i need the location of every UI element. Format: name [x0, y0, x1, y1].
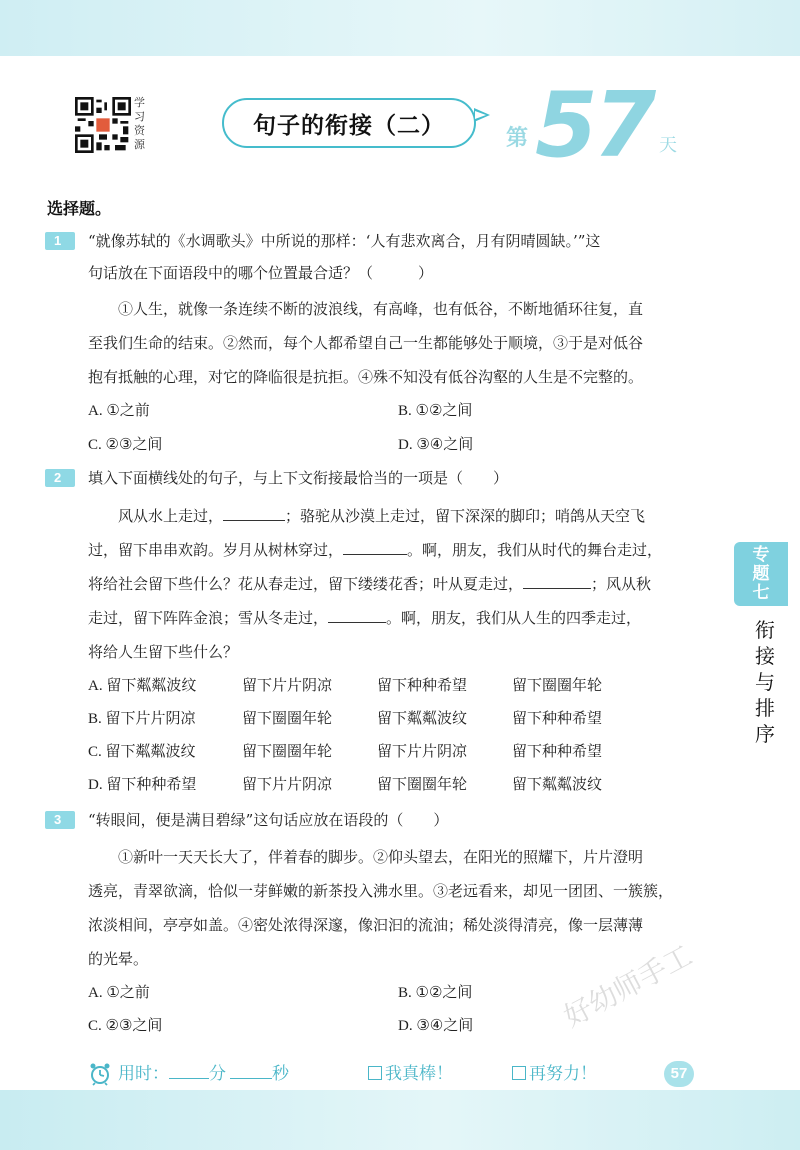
question-3-passage: 浓淡相间，亭亭如盖。④密处浓得深邃，像汩汩的流油；稀处淡得清亮，像一层薄薄: [88, 916, 644, 934]
option-a[interactable]: A. ①之前: [88, 985, 150, 1001]
option-c[interactable]: C. 留下粼粼波纹: [88, 744, 196, 760]
try-again-checkbox[interactable]: [512, 1066, 526, 1080]
topic-tab-label: 专题七: [752, 544, 770, 603]
day-suffix: 天: [659, 135, 677, 156]
section-title: 选择题。: [47, 199, 112, 218]
question-3-passage: 的光晕。: [88, 950, 149, 968]
option-c[interactable]: C. ②③之间: [88, 437, 163, 453]
page-number: 57: [664, 1061, 694, 1087]
question-2-passage: 风从水上走过， ；骆驼从沙漠上走过，留下深深的脚印；哨鸽从天空飞: [118, 507, 646, 525]
day-number: 57: [535, 73, 653, 178]
second-label: 秒: [272, 1064, 289, 1084]
self-check-great[interactable]: 我真棒！: [368, 1061, 453, 1087]
answer-blank[interactable]: [343, 540, 407, 555]
qr-side-label: 学习资源: [134, 96, 145, 151]
minute-input[interactable]: [169, 1061, 209, 1079]
question-number-badge: 3: [45, 811, 75, 829]
question-2-passage: 走过，留下阵阵金浪；雪从冬走过， 。啊，朋友，我们从人生的四季走过，: [88, 609, 642, 627]
question-number-badge: 2: [45, 469, 75, 487]
option-c-item: 留下种种希望: [512, 744, 603, 760]
option-a[interactable]: A. ①之前: [88, 403, 150, 419]
option-a-item: 留下种种希望: [377, 678, 468, 694]
answer-blank[interactable]: [523, 574, 591, 589]
question-1-passage: 至我们生命的结束。②然而，每个人都希望自己一生都能够处于顺境，③于是对低谷: [88, 334, 644, 352]
option-b[interactable]: B. ①②之间: [398, 403, 473, 419]
lesson-title-box: [222, 98, 476, 148]
option-d[interactable]: D. 留下种种希望: [88, 777, 197, 793]
time-label: 用时：: [118, 1064, 169, 1084]
option-c-item: 留下圈圈年轮: [242, 744, 333, 760]
answer-blank[interactable]: [223, 506, 285, 521]
question-2-stem: 填入下面横线处的句子，与上下文衔接最恰当的一项是（ ）: [88, 469, 509, 487]
question-3-passage: ①新叶一天天长大了，伴着春的脚步。②仰头望去，在阳光的照耀下，片片澄明: [118, 848, 644, 866]
topic-tab: [734, 542, 788, 606]
time-record: [118, 1061, 289, 1087]
self-check-try-again[interactable]: 再努力！: [512, 1061, 597, 1087]
option-d[interactable]: D. ③④之间: [398, 1018, 474, 1034]
option-b-item: 留下圈圈年轮: [242, 711, 333, 727]
option-b[interactable]: B. 留下片片阴凉: [88, 711, 196, 727]
question-2-passage: 将给人生留下些什么？: [88, 643, 239, 661]
answer-blank[interactable]: [328, 608, 386, 623]
option-d-item: 留下粼粼波纹: [512, 777, 603, 793]
minute-label: 分: [209, 1064, 226, 1084]
question-2-passage: 将给社会留下些什么？花从春走过，留下缕缕花香；叶从夏走过， ；风从秋: [88, 575, 652, 593]
option-a-item: 留下圈圈年轮: [512, 678, 603, 694]
bottom-decor-band: [0, 1090, 800, 1150]
qr-code: [75, 97, 131, 153]
option-c-item: 留下片片阴凉: [377, 744, 468, 760]
option-b-item: 留下粼粼波纹: [377, 711, 468, 727]
watermark: 好幼师手工: [558, 938, 698, 1034]
alarm-clock-icon: [89, 1062, 111, 1086]
option-d-item: 留下片片阴凉: [242, 777, 333, 793]
option-b-item: 留下种种希望: [512, 711, 603, 727]
option-a-item: 留下片片阴凉: [242, 678, 333, 694]
lesson-title: 句子的衔接（二）: [253, 112, 445, 139]
question-3-passage: 透亮，青翠欲滴，恰似一芽鲜嫩的新茶投入沸水里。③老远看来，却见一团团、一簇簇，: [88, 882, 674, 900]
option-b[interactable]: B. ①②之间: [398, 985, 473, 1001]
question-1-passage: 抱有抵触的心理，对它的降临很是抗拒。④殊不知没有低谷沟壑的人生是不完整的。: [88, 368, 644, 386]
topic-title: 衔接与排序: [755, 618, 775, 746]
day-prefix: 第: [506, 125, 529, 151]
question-2-passage: 过，留下串串欢韵。岁月从树林穿过， 。啊，朋友，我们从时代的舞台走过，: [88, 541, 663, 559]
question-number-badge: 1: [45, 232, 75, 250]
top-decor-band: [0, 0, 800, 56]
question-1-passage: ①人生，就像一条连续不断的波浪线，有高峰，也有低谷，不断地循环往复，直: [118, 300, 644, 318]
question-1-stem: “就像苏轼的《水调歌头》中所说的那样：‘人有悲欢离合，月有阴晴圆缺。’”这: [88, 232, 601, 250]
option-d[interactable]: D. ③④之间: [398, 437, 474, 453]
question-3-stem: “转眼间，便是满目碧绿”这句话应放在语段的（ ）: [88, 811, 449, 829]
second-input[interactable]: [230, 1061, 272, 1079]
option-d-item: 留下圈圈年轮: [377, 777, 468, 793]
option-c[interactable]: C. ②③之间: [88, 1018, 163, 1034]
great-checkbox[interactable]: [368, 1066, 382, 1080]
question-1-stem: 句话放在下面语段中的哪个位置最合适？（ ）: [88, 264, 434, 282]
option-a[interactable]: A. 留下粼粼波纹: [88, 678, 197, 694]
